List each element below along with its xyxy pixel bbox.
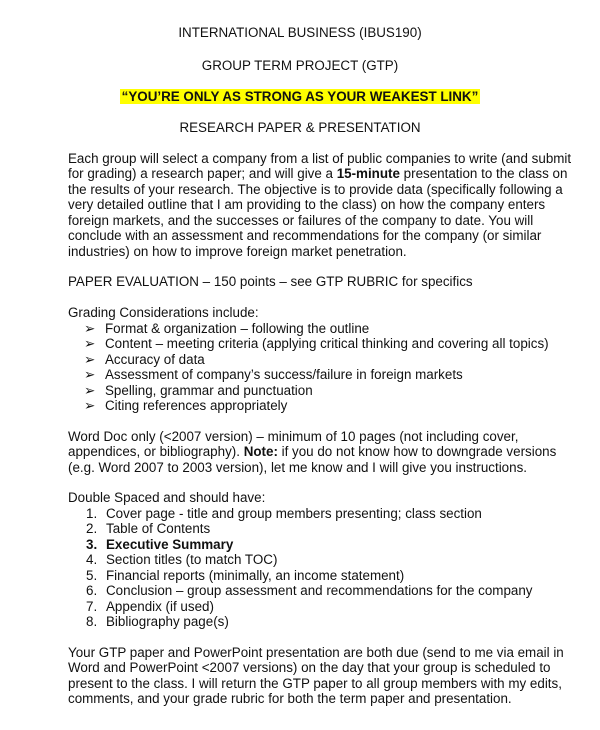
intro-text: presentation to the class on	[399, 166, 568, 181]
list-number: 3.	[86, 537, 98, 552]
slogan-highlight: “YOU’RE ONLY AS STRONG AS YOUR WEAKEST LINK”	[121, 89, 479, 104]
list-item-text: Bibliography page(s)	[106, 614, 229, 629]
due-line: comments, and your grade rubric for both the term paper and presentation.	[68, 691, 512, 706]
list-item-text: Table of Contents	[106, 521, 211, 536]
arrow-bullet-icon: ➢	[84, 367, 96, 382]
word-doc-line	[68, 444, 600, 460]
intro-line: foreign markets, and the successes or failures of the company to date. You will	[68, 213, 534, 228]
intro-line: industries) on how to improve foreign market penetration.	[68, 244, 407, 259]
due-line: Your GTP paper and PowerPoint presentation are both due (send to me via email in	[68, 645, 564, 660]
list-item-text: Financial reports (minimally, an income statement)	[106, 568, 405, 583]
arrow-bullet-icon: ➢	[84, 352, 96, 367]
list-item	[86, 506, 600, 522]
word-doc-text: if you do not know how to downgrade versions	[277, 444, 557, 459]
project-title: GROUP TERM PROJECT (GTP)	[201, 58, 399, 73]
subtitle: RESEARCH PAPER & PRESENTATION	[179, 120, 421, 135]
list-item-text: Conclusion – group assessment and recommendations for the company	[106, 583, 533, 598]
list-item	[84, 321, 600, 337]
slogan-line	[0, 89, 600, 105]
list-item	[86, 568, 600, 584]
list-item	[86, 552, 600, 568]
evaluation-heading: PAPER EVALUATION – 150 points – see GTP RUBRIC for specifics	[68, 274, 473, 289]
grading-heading: Grading Considerations include:	[68, 305, 259, 320]
arrow-bullet-icon: ➢	[84, 336, 96, 351]
requirements-heading: Double Spaced and should have:	[68, 490, 266, 505]
intro-line: Each group will select a company from a list of public companies to write (and submit	[68, 151, 572, 166]
list-number: 7.	[86, 599, 98, 614]
intro-line: conclude with an assessment and recommendations for the company (or similar	[68, 228, 542, 243]
list-item-text: Appendix (if used)	[106, 599, 214, 614]
duration-emphasis: 15-minute	[336, 166, 400, 181]
arrow-bullet-icon: ➢	[84, 321, 96, 336]
list-item-text: Format & organization – following the outline	[105, 321, 370, 336]
list-item-text: Section titles (to match TOC)	[106, 552, 278, 567]
list-number: 8.	[86, 614, 98, 629]
list-item	[84, 336, 600, 352]
list-number: 1.	[86, 506, 98, 521]
list-number: 4.	[86, 552, 98, 567]
list-item-text: Cover page - title and group members presenting; class section	[106, 506, 482, 521]
due-line: present to the class. I will return the GTP paper to all group members with my edits,	[68, 676, 562, 691]
due-line: Word and PowerPoint <2007 versions) on the day that your group is scheduled to	[68, 660, 551, 675]
course-title: INTERNATIONAL BUSINESS (IBUS190)	[178, 25, 422, 40]
arrow-bullet-icon: ➢	[84, 383, 96, 398]
intro-text: for grading) a research paper; and will give a	[68, 166, 337, 181]
list-item-text: Content – meeting criteria (applying critical thinking and covering all topics)	[105, 336, 549, 351]
list-item	[86, 599, 600, 615]
list-item-text: Executive Summary	[106, 537, 234, 552]
intro-line: very detailed outline that I am providing to the class) on how the company enters	[68, 197, 546, 212]
word-doc-line: Word Doc only (<2007 version) – minimum of 10 pages (not including cover,	[68, 429, 519, 444]
list-item	[84, 352, 600, 368]
note-label: Note:	[243, 444, 278, 459]
list-item	[86, 614, 600, 630]
list-item	[86, 521, 600, 537]
intro-line	[68, 166, 600, 182]
arrow-bullet-icon: ➢	[84, 398, 96, 413]
list-item-text: Citing references appropriately	[105, 398, 288, 413]
list-item-text: Assessment of company’s success/failure in foreign markets	[105, 367, 463, 382]
list-item	[86, 537, 600, 553]
intro-line: the results of your research. The objective is to provide data (specifically following a	[68, 182, 563, 197]
list-number: 2.	[86, 521, 98, 536]
list-item	[84, 383, 600, 399]
list-item	[84, 367, 600, 383]
list-item	[86, 583, 600, 599]
word-doc-text: appendices, or bibliography).	[68, 444, 244, 459]
list-item	[84, 398, 600, 414]
list-item-text: Spelling, grammar and punctuation	[105, 383, 313, 398]
word-doc-line: (e.g. Word 2007 to 2003 version), let me know and I will give you instructions.	[68, 460, 527, 475]
list-item-text: Accuracy of data	[105, 352, 205, 367]
list-number: 5.	[86, 568, 98, 583]
list-number: 6.	[86, 583, 98, 598]
